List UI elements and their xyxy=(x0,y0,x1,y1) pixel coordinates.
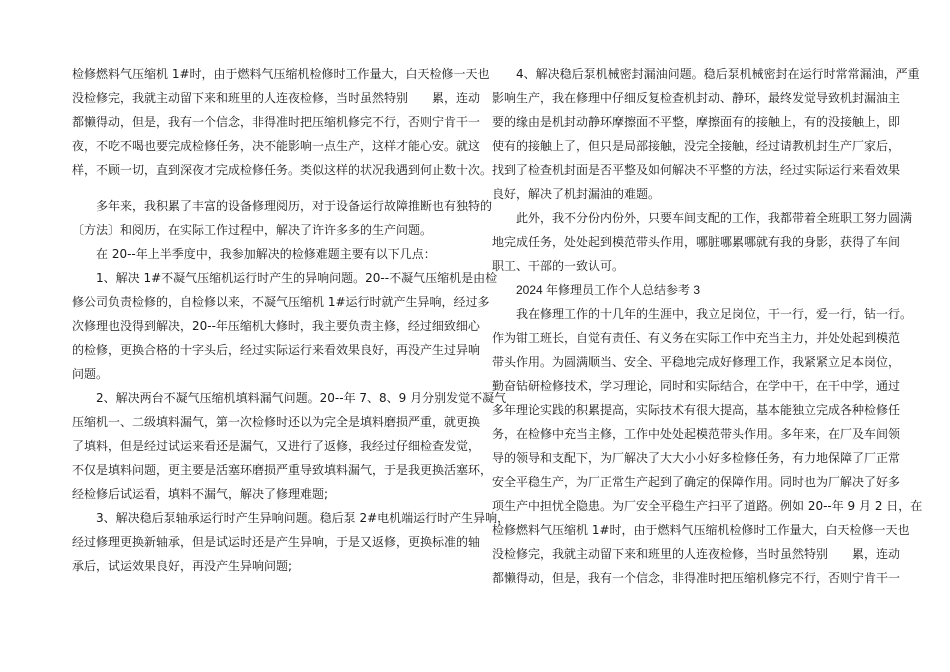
right-text-line: 影响生产，我在修理中仔细反复检查机封动、静环，最终发觉导致机封漏油主 xyxy=(492,91,901,105)
right-text-line: 4、解决稳后泵机械密封漏油问题。稳后泵机械密封在运行时常常漏油，严重 xyxy=(516,67,920,81)
right-text-line: 导的领导和支配下，为厂解决了大大小小好多检修任务，有力地保障了厂正常 xyxy=(492,451,901,465)
left-text-line: 在 20--年上半季度中，我参加解决的检修难题主要有以下几点： xyxy=(96,247,436,261)
right-text-line: 找到了检查机封面是否平整及如何解决不平整的方法，经过实际运行来看效果 xyxy=(492,163,901,177)
left-text-line: 了填料，但是经过试运来看还是漏气，又进行了返修，我经过仔细检查发觉， xyxy=(72,439,481,453)
left-text-line: 经检修后试运看，填料不漏气，解决了修理难题; xyxy=(72,487,329,501)
right-text-line: 职工、干部的一致认可。 xyxy=(492,259,625,273)
right-text-line: 良好，解决了机封漏油的难题。 xyxy=(492,187,661,201)
right-text-line: 安全平稳生产，为厂正常生产起到了确定的保障作用。同时也为厂解决了好多 xyxy=(492,475,901,489)
paragraph-gap xyxy=(72,182,464,194)
right-text-line: 项生产中担忧全隐患。为厂安全平稳生产扫平了道路。例如 20--年 9 月 2 日，在 xyxy=(492,499,923,513)
left-text-line: 不仅是填料问题，更主要是活塞环磨损严重导致填料漏气，于是我更换活塞环， xyxy=(72,463,493,477)
left-text-line: 多年来，我积累了丰富的设备修理阅历，对于设备运行故障推断也有独特的 xyxy=(96,199,493,213)
left-text-line: 没检修完，我就主动留下来和班里的人连夜检修，当时虽然特别 累，连动 xyxy=(72,91,481,105)
right-text-line: 务，在检修中充当主修，工作中处处起模范带头作用。多年来，在厂及车间领 xyxy=(492,427,901,441)
left-text-line: 2、解决两台不凝气压缩机填料漏气问题。20--年 7、8、9 月分别发觉不凝气 xyxy=(96,391,507,405)
right-text-line: 都懒得动，但是，我有一个信念，非得准时把压缩机修完不行，否则宁肯干一 xyxy=(492,571,901,585)
left-text-line: 〔方法〕和阅历，在实际工作过程中，解决了许许多多的生产问题。 xyxy=(72,223,433,237)
right-text-line: 使有的接触上了，但只是局部接触，没完全接触，经过请教机封生产厂家后， xyxy=(492,139,901,153)
left-text-line: 检修燃料气压缩机 1#时，由于燃料气压缩机检修时工作量大，白天检修一天也 xyxy=(72,67,490,81)
left-text-line: 问题。 xyxy=(72,367,109,381)
left-text-line: 承后，试运效果良好，再没产生异响问题; xyxy=(72,559,293,573)
left-text-line: 压缩机一、二级填料漏气，第一次检修时还以为完全是填料磨损严重，就更换 xyxy=(72,415,481,429)
right-text-line: 地完成任务，处处起到模范带头作用，哪脏哪累哪就有我的身影，获得了车间 xyxy=(492,235,901,249)
right-text-line: 作为钳工班长，自觉有责任、有义务在实际工作中充当主力，并处处起到模范 xyxy=(492,331,901,345)
left-text-line: 次修理也没得到解决，20--年压缩机大修时，我主要负责主修，经过细致细心 xyxy=(72,319,480,333)
left-text-line: 样，不顾一切，直到深夜才完成检修任务。类似这样的状况我遇到何止数十次。 xyxy=(72,163,493,177)
right-text-line: 要的缘由是机封动静环摩擦面不平整，摩擦面有的接触上，有的没接触上，即 xyxy=(492,115,901,129)
left-text-line: 3、解决稳后泵轴承运行时产生异响问题。稳后泵 2#电机端运行时产生异响， xyxy=(96,511,510,525)
left-text-line: 修公司负责检修的，自检修以来，不凝气压缩机 1#运行时就产生异响，经过多 xyxy=(72,295,490,309)
right-text-line: 带头作用。为圆满顺当、安全、平稳地完成好修理工作，我紧紧立足本岗位， xyxy=(492,355,901,369)
right-text-line: 勤奋钻研检修技术，学习理论，同时和实际结合，在学中干，在干中学，通过 xyxy=(492,379,901,393)
right-text-line: 没检修完，我就主动留下来和班里的人连夜检修，当时虽然特别 累，连动 xyxy=(492,547,901,561)
left-text-line: 经过修理更换新轴承，但是试运时还是产生异响，于是又返修，更换标准的轴 xyxy=(72,535,481,549)
right-text-line: 多年理论实践的积累提高，实际技术有很大提高，基本能独立完成各种检修任 xyxy=(492,403,901,417)
right-text-line: 此外，我不分份内份外，只要车间支配的工作，我都带着全班职工努力圆满 xyxy=(516,211,913,225)
left-text-line: 夜，不吃不喝也要完成检修任务，决不能影响一点生产，这样才能心安。就这 xyxy=(72,139,481,153)
right-text-line: 我在修理工作的十几年的生涯中，我立足岗位，干一行，爱一行，钻一行。 xyxy=(516,307,913,321)
section-heading: 2024 年修理员工作个人总结参考 3 xyxy=(516,283,701,297)
left-text-line: 都懒得动，但是，我有一个信念，非得准时把压缩机修完不行，否则宁肯干一 xyxy=(72,115,481,129)
left-text-column xyxy=(72,62,510,578)
right-text-line: 检修燃料气压缩机 1#时，由于燃料气压缩机检修时工作量大，白天检修一天也 xyxy=(492,523,910,537)
right-text-column xyxy=(492,62,923,590)
left-text-line: 的检修，更换合格的十字头后，经过实际运行来看效果良好，再没产生过异响 xyxy=(72,343,481,357)
left-text-line: 1、解决 1#不凝气压缩机运行时产生的异响问题。20--不凝气压缩机是由检 xyxy=(96,271,498,285)
